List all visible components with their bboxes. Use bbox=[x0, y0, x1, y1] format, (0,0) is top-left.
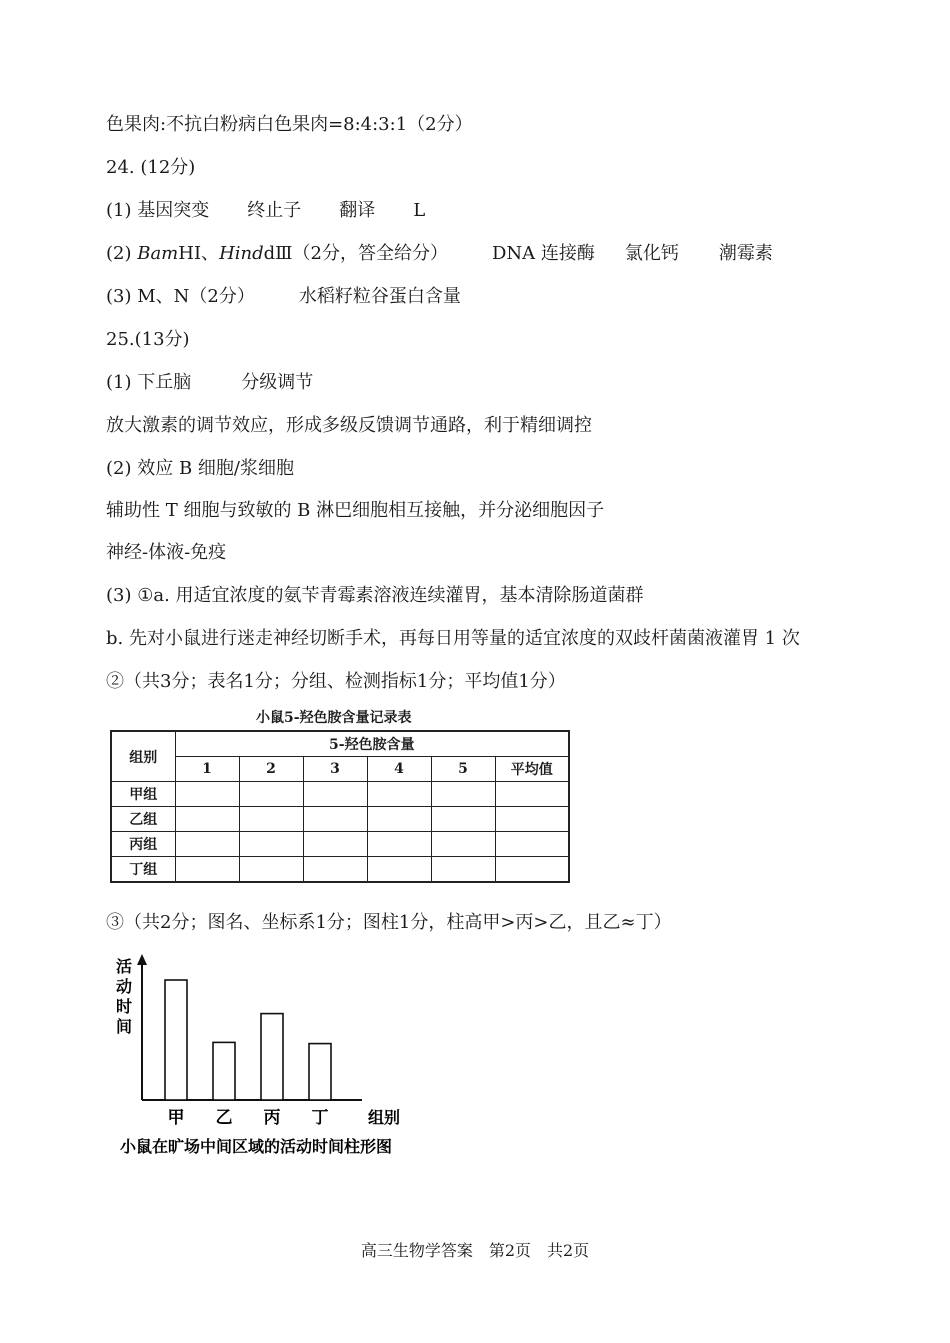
q25-part1-explain: 放大激素的调节效应，形成多级反馈调节通路，利于精细调控 bbox=[106, 415, 592, 436]
table-row bbox=[111, 807, 569, 832]
q24-part1 bbox=[106, 198, 425, 224]
record-table-title: 小鼠5-羟色胺含量记录表 bbox=[256, 710, 412, 726]
col-header: 1 bbox=[175, 757, 239, 782]
calcium-chloride: 氯化钙 bbox=[624, 243, 679, 264]
x-tick-label: 丁 bbox=[311, 1108, 329, 1128]
x-tick-label: 乙 bbox=[215, 1108, 233, 1128]
q24-1-answer-b: 终止子 bbox=[247, 200, 302, 221]
col-header: 3 bbox=[303, 757, 367, 782]
record-table bbox=[110, 730, 570, 883]
q25-part3-d: ③（共2分；图名、坐标系1分；图柱1分，柱高甲>丙>乙，且乙≈丁） bbox=[106, 912, 672, 933]
col-header: 平均值 bbox=[495, 757, 569, 782]
q24-1-answer-d: L bbox=[413, 200, 426, 221]
q25-part3-b: b. 先对小鼠进行迷走神经切断手术，再每日用等量的适宜浓度的双歧杆菌菌液灌胃 1 次 bbox=[106, 628, 800, 649]
q25-part2: (2) 效应 B 细胞/浆细胞 bbox=[106, 458, 294, 479]
col-header: 2 bbox=[239, 757, 303, 782]
page-footer: 高三生物学答案 第2页 共2页 bbox=[360, 1241, 590, 1260]
y-axis-label bbox=[116, 957, 132, 1036]
q24-part2: (2) BamHⅠ、HinddⅢ（2分，答全给分） DNA 连接酶 氯化钙 潮霉素 bbox=[106, 243, 773, 264]
col-header: 5 bbox=[431, 757, 495, 782]
table-row bbox=[111, 857, 569, 883]
hind-italic: Hind bbox=[219, 243, 264, 264]
bar-3 bbox=[261, 1014, 283, 1100]
q24-part3: (3) M、N（2分） 水稻籽粒谷蛋白含量 bbox=[106, 286, 461, 307]
row-header: 甲组 bbox=[111, 782, 175, 807]
q25-part2-network: 神经-体液-免疫 bbox=[106, 542, 227, 563]
q25-part2-explain: 辅助性 T 细胞与致敏的 B 淋巴细胞相互接触，并分泌细胞因子 bbox=[106, 500, 605, 521]
q25-part3-c: ②（共3分；表名1分；分组、检测指标1分；平均值1分） bbox=[106, 671, 566, 692]
y-axis-label-text: 活动时间 bbox=[116, 957, 133, 1036]
bar-4 bbox=[309, 1044, 331, 1100]
table-row bbox=[111, 832, 569, 857]
row-header: 丁组 bbox=[111, 857, 175, 883]
dna-ligase: DNA 连接酶 bbox=[491, 243, 595, 264]
activity-bar-chart bbox=[100, 950, 440, 1165]
chart-title: 小鼠在旷场中间区域的活动时间柱形图 bbox=[120, 1137, 393, 1156]
table-corner: 组别 bbox=[111, 731, 175, 782]
q25-header: 25.(13分) bbox=[106, 329, 190, 350]
text-line-1: 色果肉:不抗白粉病白色果肉=8:4:3:1（2分） bbox=[106, 114, 473, 135]
col-header: 4 bbox=[367, 757, 431, 782]
q25-part3-a: (3) ①a. 用适宜浓度的氨苄青霉素溶液连续灌胃，基本清除肠道菌群 bbox=[106, 585, 644, 606]
hygromycin: 潮霉素 bbox=[718, 243, 773, 264]
x-axis-label: 组别 bbox=[368, 1108, 401, 1127]
q25-part1: (1) 下丘脑 分级调节 bbox=[106, 372, 314, 393]
bam-italic: Bam bbox=[137, 243, 179, 264]
row-header: 乙组 bbox=[111, 807, 175, 832]
x-tick-label: 丙 bbox=[263, 1108, 281, 1128]
row-header: 丙组 bbox=[111, 832, 175, 857]
table-row bbox=[111, 782, 569, 807]
q24-1-answer-a: (1) 基因突变 bbox=[106, 200, 210, 221]
y-axis-arrow bbox=[137, 954, 147, 965]
q24-header: 24. (12分) bbox=[106, 157, 196, 178]
table-group-header: 5-羟色胺含量 bbox=[175, 731, 569, 757]
q24-1-answer-c: 翻译 bbox=[339, 200, 376, 221]
x-tick-label: 甲 bbox=[167, 1108, 185, 1128]
bar-2 bbox=[213, 1042, 235, 1100]
bar-1 bbox=[165, 980, 187, 1100]
